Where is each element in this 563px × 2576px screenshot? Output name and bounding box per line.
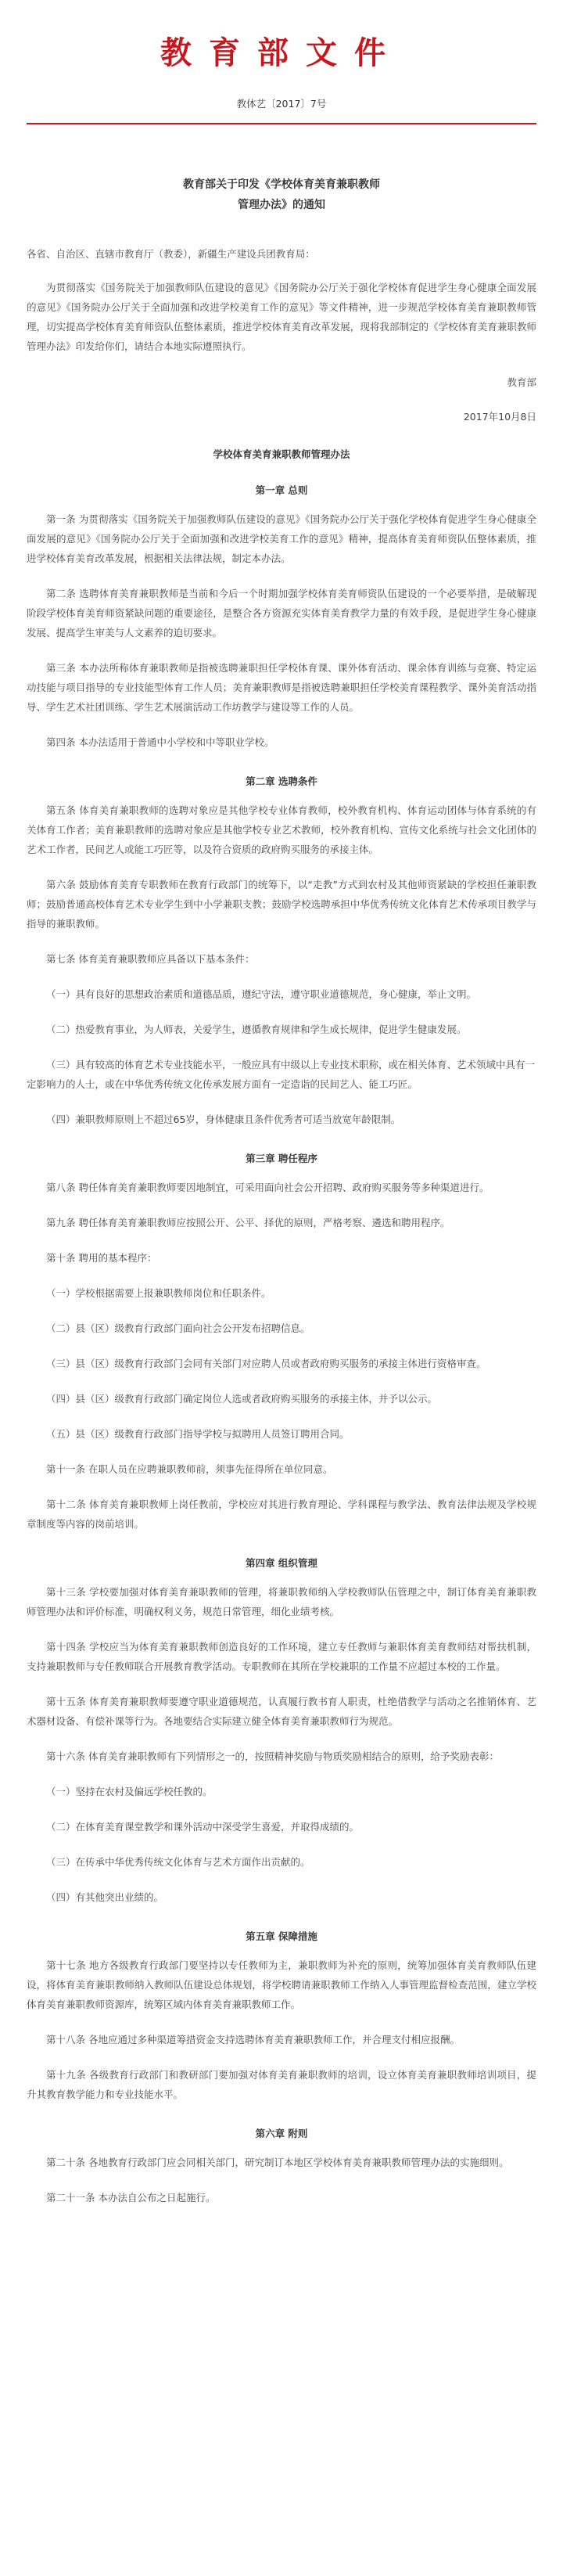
procedure-1: （一）学校根据需要上报兼职教师岗位和任职条件。 — [46, 1287, 271, 1299]
chapter-6-heading: 第六章 附则 — [255, 2128, 308, 2139]
red-divider — [27, 123, 536, 124]
condition-3: （三）具有较高的体育艺术专业技能水平，一般应具有中级以上专业技术职称，或在相关体育、艺术领域中具有一定影响力的人士，或在中华优秀传统文化传承发展方面有一定造诣的民间艺人、能工巧匠。 — [27, 1059, 536, 1090]
article-16: 第十六条 体育美育兼职教师有下列情形之一的，按照精神奖励与物质奖励相结合的原则，给予奖励表彰： — [46, 1750, 499, 1762]
article-19: 第十九条 各级教育行政部门和教研部门要加强对体育美育兼职教师的培训，设立体育美育兼职教师培训项目，提升其教育教学能力和专业技能水平。 — [27, 2069, 536, 2100]
issue-date: 2017年10月8日 — [463, 411, 536, 423]
procedure-4: （四）县（区）级教育行政部门确定岗位人选或者政府购买服务的承接主体，并予以公示。 — [46, 1393, 438, 1405]
chapter-5-heading: 第五章 保障措施 — [246, 1930, 317, 1942]
article-11: 第十一条 在职人员在应聘兼职教师前，须事先征得所在单位同意。 — [46, 1463, 333, 1475]
notice-title-line2: 管理办法》的通知 — [238, 199, 325, 211]
masthead-title: 教育部文件 — [160, 34, 403, 71]
signer: 教育部 — [507, 376, 536, 388]
reward-4: （四）有其他突出业绩的。 — [46, 1891, 164, 1903]
notice-title-line1: 教育部关于印发《学校体育美育兼职教师 — [183, 178, 380, 191]
procedure-3: （三）县（区）级教育行政部门会同有关部门对应聘人员或者政府购买服务的承接主体进行资格审查。 — [46, 1358, 486, 1369]
article-1: 第一条 为贯彻落实《国务院关于加强教师队伍建设的意见》《国务院办公厅关于强化学校体育促进学生身心健康全面发展的意见》《国务院办公厅关于全面加强和改进学校美育工作的意见》精神，提高体育美育师资队伍整体素质，推进学校体育美育改革发展，根据相关法律法规，制定本办法。 — [27, 513, 536, 564]
reward-1: （一）坚持在农村及偏远学校任教的。 — [46, 1786, 213, 1797]
procedure-2: （二）县（区）级教育行政部门面向社会公开发布招聘信息。 — [46, 1322, 310, 1334]
addressee: 各省、自治区、直辖市教育厅（教委），新疆生产建设兵团教育局： — [27, 248, 315, 260]
article-5: 第五条 体育美育兼职教师的选聘对象应是其他学校专业体育教师，校外教育机构、体育运动团体与体育系统的有关体育工作者；美育兼职教师的选聘对象应是其他学校专业艺术教师，校外教育机构、宣传文化系统与社会文化团体的艺术工作者，民间艺人或能工巧匠等，以及符合资质的政府购买服务的承接主体。 — [27, 804, 536, 855]
article-21: 第二十一条 本办法自公布之日起施行。 — [46, 2192, 216, 2204]
reward-2: （二）在体育美育课堂教学和课外活动中深受学生喜爱，并取得成绩的。 — [46, 1821, 360, 1833]
notice-intro: 为贯彻落实《国务院关于加强教师队伍建设的意见》《国务院办公厅关于强化学校体育促进学生身心健康全面发展的意见》《国务院办公厅关于全面加强和改进学校美育工作的意见》等文件精神，进一步规范学校体育美育兼职教师管理，切实提高学校体育美育师资队伍整体素质，推进学校体育美育改革发展，现将我部制定的《学校体育美育兼职教师管理办法》印发给你们，请结合本地实际遵照执行。 — [27, 282, 536, 352]
article-20: 第二十条 各地教育行政部门应会同相关部门，研究制订本地区学校体育美育兼职教师管理办法的实施细则。 — [46, 2157, 509, 2168]
article-18: 第十八条 各地应通过多种渠道筹措资金支持选聘体育美育兼职教师工作，并合理支付相应报酬。 — [46, 2034, 460, 2045]
article-12: 第十二条 体育美育兼职教师上岗任教前，学校应对其进行教育理论、学科课程与教学法、教育法律法规及学校规章制度等内容的岗前培训。 — [27, 1498, 536, 1530]
chapter-3-heading: 第三章 聘任程序 — [246, 1153, 317, 1164]
article-6: 第六条 鼓励体育美育专职教师在教育行政部门的统筹下，以“走教”方式到农村及其他师资紧缺的学校担任兼职教师；鼓励普通高校体育艺术专业学生到中小学兼职支教；鼓励学校选聘承担中华优秀传统文化体育艺术传承项目教学与指导的兼职教师。 — [27, 879, 536, 930]
reward-3: （三）在传承中华优秀传统文化体育与艺术方面作出贡献的。 — [46, 1856, 310, 1868]
document-number: 教体艺〔2017〕7号 — [236, 98, 327, 110]
chapter-4-heading: 第四章 组织管理 — [246, 1557, 317, 1569]
masthead — [27, 0, 536, 73]
condition-1: （一）具有良好的思想政治素质和道德品质，遵纪守法，遵守职业道德规范，身心健康，举止文明。 — [46, 988, 477, 1000]
article-9: 第九条 聘任体育美育兼职教师应按照公开、公平、择优的原则，严格考察、遴选和聘用程序。 — [46, 1217, 450, 1229]
article-13: 第十三条 学校要加强对体育美育兼职教师的管理，将兼职教师纳入学校教师队伍管理之中，制订体育美育兼职教师管理办法和评价标准，明确权利义务，规范日常管理，细化业绩考核。 — [27, 1586, 536, 1617]
notice-title — [27, 174, 536, 215]
chapter-2-heading: 第二章 选聘条件 — [246, 775, 317, 787]
article-7: 第七条 体育美育兼职教师应具备以下基本条件： — [46, 953, 255, 965]
article-17: 第十七条 地方各级教育行政部门要坚持以专任教师为主，兼职教师为补充的原则，统筹加强体育美育教师队伍建设，将体育美育兼职教师纳入教师队伍建设总体规划，将学校聘请兼职教师工作纳入人事管理监督检查范围，建立学校体育美育兼职教师资源库，统筹区域内体育美育兼职教师工作。 — [27, 1959, 536, 2010]
article-8: 第八条 聘任体育美育兼职教师要因地制宜，可采用面向社会公开招聘、政府购买服务等多种渠道进行。 — [46, 1182, 489, 1193]
condition-4: （四）兼职教师原则上不超过65岁，身体健康且条件优秀者可适当放宽年龄限制。 — [46, 1114, 401, 1125]
article-2: 第二条 选聘体育美育兼职教师是当前和今后一个时期加强学校体育美育师资队伍建设的一个必要举措，是破解现阶段学校体育美育师资紧缺问题的重要途径，是整合各方资源充实体育美育教学力量的有效手段，是促进学生身心健康发展、提高学生审美与人文素养的迫切要求。 — [27, 588, 536, 639]
article-4: 第四条 本办法适用于普通中小学校和中等职业学校。 — [46, 736, 274, 748]
article-15: 第十五条 体育美育兼职教师要遵守职业道德规范，认真履行教书育人职责，杜绝借教学与活动之名推销体育、艺术器材设备、有偿补课等行为。各地要结合实际建立健全体育美育兼职教师行为规范。 — [27, 1696, 536, 1727]
article-10: 第十条 聘用的基本程序： — [46, 1252, 157, 1264]
measures-title: 学校体育美育兼职教师管理办法 — [213, 448, 350, 460]
procedure-5: （五）县（区）级教育行政部门指导学校与拟聘用人员签订聘用合同。 — [46, 1428, 350, 1440]
article-14: 第十四条 学校应当为体育美育兼职教师创造良好的工作环境，建立专任教师与兼职体育美育教师结对帮扶机制，支持兼职教师与专任教师联合开展教育教学活动。专职教师在其所在学校兼职的工作量不应超过本校的工作量。 — [27, 1641, 536, 1672]
article-3: 第三条 本办法所称体育兼职教师是指被选聘兼职担任学校体育课、课外体育活动、课余体育训练与竞赛、特定运动技能与项目指导的专业技能型体育工作人员；美育兼职教师是指被选聘兼职担任学校美育课程教学、课外美育活动指导、学生艺术社团训练、学生艺术展演活动工作坊教学与建设等工作的人员。 — [27, 662, 536, 713]
chapter-1-heading: 第一章 总则 — [255, 484, 308, 496]
condition-2: （二）热爱教育事业，为人师表，关爱学生，遵循教育规律和学生成长规律，促进学生健康发展。 — [46, 1024, 467, 1035]
